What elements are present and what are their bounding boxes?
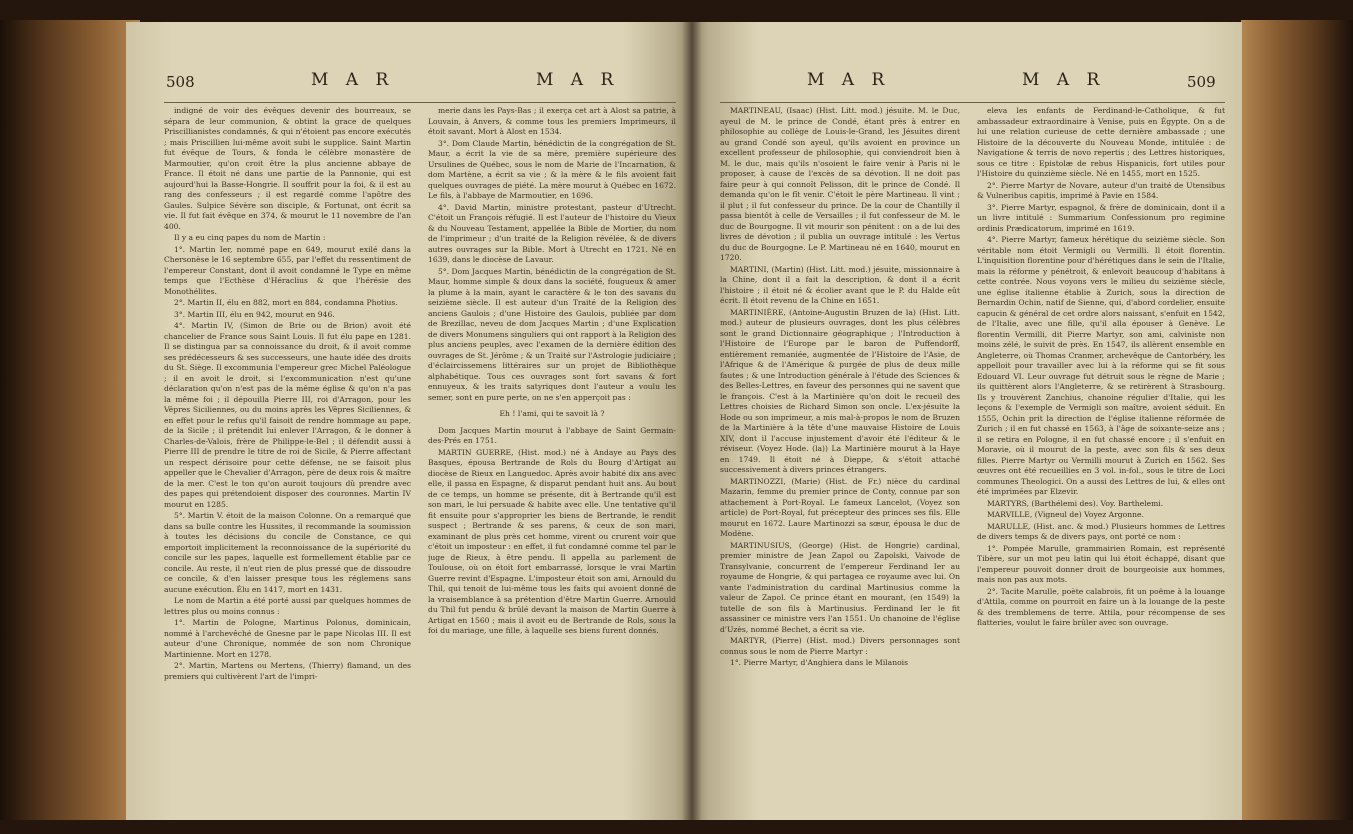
- paragraph: 2°. Pierre Martyr de Novare, auteur d'un traité de Utensibus & Vulneribus capitis, imprimé à Pavie en 1584.: [977, 180, 1225, 200]
- paragraph: MARVILLE, (Vigneul de) Voyez Argonne.: [987, 510, 1144, 519]
- left-page: [126, 22, 692, 820]
- paragraph: 5°. Dom Jacques Martin, bénédictin de la congrégation de St. Maur, homme simple & doux dans la société, fougueux & amer la plume à la main, ayant le caractère & le ton des savans du seizième siècle. Il est auteur d'un Traité de la Religion des anciens Gaulois ; d'une Histoire des Gaulois, publiée par dom de Brezillac, neveu de dom Jacques Martin ; d'une Explication de divers Monumens singuliers qui ont rapport à la Religion des plus anciens peuples, avec l'examen de la dernière édition des ouvrages de St. Jérôme ; & un Traité sur l'Astrologie judiciaire ; d'éclaircissemens littéraires sur un projet de Bibliothèque alphabétique. Tous ces ouvrages sont fort savans & fort ennuyeux, & les traits satyriques dont l'auteur a voulu les semer, sont en pure perte, on ne s'en apperçoit pas :: [428, 266, 676, 402]
- paragraph: MARULLE, (Hist. anc. & mod.) Plusieurs hommes de Lettres de divers temps & de divers pays, ont porté ce nom :: [977, 521, 1225, 541]
- paragraph: 2°. Tacite Marulle, poète calabrois, fit un poëme à la louange d'Attila, comme on pourroit en faire un à la louange de la peste & des tremblemens de terre. Attila, pour récompense de ses flatteries, voulut le faire brûler avec son ouvrage.: [977, 586, 1225, 627]
- paragraph: 1°. Martin de Pologne, Martinus Polonus, dominicain, nommé à l'archevêché de Gnesne par le pape Nicolas III. Il est auteur d'une Chronique, nommée de son nom Chronique Martinienne. Mort en 1278.: [164, 618, 411, 659]
- paragraph: 1°. Pompée Marulle, grammairien Romain, est représenté Tibère, sur un mot peu latin qui lui étoit échappé, disant que l'empereur pouvoit donner droit de bourgeoisie aux hommes, mais non pas aux mots.: [977, 543, 1225, 584]
- paragraph: Le nom de Martin a été porté aussi par quelques hommes de lettres plus ou moins connus :: [164, 596, 411, 616]
- header-rule: [720, 102, 1225, 103]
- paragraph: MARTYRS, (Barthélemi des). Voy. Barthelemi.: [987, 498, 1164, 508]
- paragraph: 4°. Pierre Martyr, fameux hérétique du seizième siècle. Son véritable nom étoit Vermigli ou Vermilli. Il étoit florentin. L'inquisition florentine pour d'hérétiques dans le sein de l'Italie, mais la réforme y pénétroit, & enlevoit beaucoup d'habitans à cette contrée. Nous voyons vers le milieu du seizième siècle, une église italienne établie à Zurich, sous la direction de Bernardin Ochin, natif de Sienne, qui, d'abord cordelier, ensuite capucin & général de cet ordre alors naissant, s'enfuit en 1542, de l'Italie, avec une fille, qu'il alla épouser à Genève. Le florentin Vermilli, dit Pierre Martyr, son ami, calviniste non moins zélé, le suivit de près. En 1547, ils allèrent ensemble en Angleterre, où Thomas Cranmer, archevêque de Cantorbéry, les appelloit pour travailler avec lui à la réforme qui se fit sous Edouard VI. Leur ouvrage fut détruit sous le règne de Marie ; ils quittèrent alors l'Angleterre, & se retirèrent à Strasbourg. Ils y trouvèrent Zanchius, chanoine régulier d'Italie, qui les leçons & l'exemple de Vermigli son maître, avoient séduit. En 1555, Ochin prit la direction de l'église italienne réformée de Zurich ; il en fut chassé en 1563, à l'âge de soixante-seize ans ; il se retira en Pologne, il en fut chassé encore ; il s'enfuit en Moravie, où il mourut de la peste, avec son fils & ses deux filles. Pierre Martyr ou Vermilli mourut à Zurich en 1562. Ses œuvres ont été recueillies en 3 vol. in-fol., sous le titre de Loci communes Theologici. On a aussi des Lettres de lui, & elles ont été imprimées par Elzevir.: [977, 235, 1225, 496]
- running-head: M A R: [807, 70, 891, 90]
- paragraph: MARTIN GUERRE, (Hist. mod.) né à Andaye au Pays des Basques, épousa Bertrande de Rols du Bourg d'Artigat au diocèse de Rieux en Languedoc. Après avoir habité dix ans avec elle, il passa en Espagne, & disparut pendant huit ans. Au bout de ce temps, un homme se présente, dit à Bertrande qu'il est son mari, le lui persuade & habite avec elle. Une tentative qu'il fit ensuite pour s'approprier les biens de Bertrande, le rendit suspect ; Bertrande & ses parens, & ceux de son mari, examinant de plus près cet homme, virent ou crurent voir que c'étoit un imposteur : en effet, il fut condamné comme tel par le juge de Rieux, à être pendu. Il appella au parlement de Toulouse, où on étoit fort embarrassé, lorsque le vrai Martin Guerre revint d'Espagne. L'imposteur étoit son ami, Arnould du Thil, qui tenoit de lui-même tous les faits qui avoient donné de la vraisemblance à sa prétention d'être Martin Guerre. Arnould du Thil fut pendu & brûlé devant la maison de Martin Guerre à Artigat en 1560 ; mais il avoit eu de Bertrande de Rols, sous la foi du mariage, une fille, à laquelle ses biens furent donnés.: [428, 447, 676, 635]
- running-head: M A R: [311, 70, 395, 90]
- book-edge-left: [0, 20, 140, 820]
- paragraph: 2°. Martin, Martens ou Mertens, (Thierry) flamand, un des premiers qui cultivèrent l'art de l'impri-: [164, 661, 411, 681]
- paragraph: 4°. Martin IV, (Simon de Brie ou de Brion) avoit été chancelier de France sous Saint Louis. Il fut élu pape en 1281. Il se distingua par sa connoissance du droit, & il avoit comme ses prédécesseurs & ses successeurs, une haute idée des droits du St. Siège. Il excommunia l'empereur grec Michel Paléologue ; il en avoit le droit, si l'excommunication n'est qu'une déclaration qu'on n'est pas de la même église & qu'on n'a pas la même foi ; il dépouilla Pierre III, roi d'Arragon, pour les Vêpres Siciliennes, ou du moins après les Vêpres Siciliennes, & en effet pour le refus qu'il faisoit de rendre hommage au pape, de la Sicile ; il prétendit lui enlever l'Arragon, & le donner à Charles-de-Valois, frère de Philippe-le-Bel ; il défendit aussi à Pierre III de prendre le titre de roi de Sicile, & Pierre affectant un respect dérisoire pour cette défense, ne se faisoit plus appeller que le Chevalier d'Arragon, père de deux rois & maître de la mer. C'est le ton qu'on auroit toujours dû prendre avec des papes qui prétendoient disposer des couronnes. Martin IV mourut en 1285.: [164, 321, 411, 509]
- paragraph: MARTINEAU, (Isaac) (Hist. Litt. mod.) jésuite. M. le Duc, ayeul de M. le prince de Condé, étant près à entrer en philosophie au collège de Louis-le-Grand, les Jésuites dirent au grand Condé son ayeul, qu'ils avoient en province un excellent professeur de philosophie, qui conviendroit bien à M. le duc, mais qu'ils n'osoient le faire venir à Paris ni le proposer, à cause de l'excès de sa dévotion. Il ne doit pas faire peur à qui connoît Pelisson, dit le prince de Condé. Il demanda qu'on le fît venir. C'étoit le père Martineau. Il vint ; il plut ; il fut confesseur du prince. De la cour de Chantilly il passa bientôt à celle de Versailles ; il fut confesseur de M. le duc de Bourgogne. Il vit mourir son pénitent : on a de lui des livres de dévotion ; il publia un ouvrage intitulé : les Vertus du duc de Bourgogne. Le P. Martineau né en 1640, mourut en 1720.: [720, 106, 960, 262]
- right-page: [692, 22, 1242, 820]
- paragraph: Dom Jacques Martin mourut à l'abbaye de Saint Germain-des-Prés en 1751.: [428, 425, 676, 445]
- paragraph: eleva les enfants de Ferdinand-le-Catholique, & fut ambassadeur extraordinaire à Venise, puis en Égypte. On a de lui une relation curieuse de cette dernière ambassade ; une Histoire de la découverte du Nouveau Monde, intitulée : de Navigatione & terris de novo repertis ; des Lettres historiques, sous ce titre : Epistolæ de rebus Hispanicis, fort utiles pour l'Histoire du quinzième siècle. Né en 1455, mort en 1525.: [977, 106, 1225, 178]
- paragraph: 5°. Martin V. étoit de la maison Colonne. On a remarqué que dans sa bulle contre les Hussites, il recommande la soumission à toutes les décisions du concile de Constance, ce qui emportoit implicitement la reconnoissance de la supériorité du concile sur les papes, laquelle est formellement établie par ce concile. Au reste, il n'eut rien de plus pressé que de dissoudre ce concile, & d'en laisser presque tous les réglemens sans aucune exécution. Élu en 1417, mort en 1431.: [164, 511, 411, 594]
- left-page-column-1: [164, 106, 411, 796]
- page-number: 509: [1187, 73, 1216, 91]
- paragraph: MARTINI, (Martin) (Hist. Litt. mod.) jésuite, missionnaire à la Chine, dont il a fait la description, & dont il a écrit l'histoire ; il étoit né & écolier avant que le P. du Halde eût écrit. Il étoit revenu de la Chine en 1651.: [720, 264, 960, 305]
- left-page-header: [126, 70, 692, 100]
- paragraph: Il y a eu cinq papes du nom de Martin :: [174, 233, 326, 242]
- left-page-column-2: [428, 106, 676, 796]
- paragraph: 1°. Martin Ier, nommé pape en 649, mourut exilé dans la Chersonèse le 16 septembre 655, par l'effet du ressentiment de l'empereur Constant, dont il avoit condamné le Type en même temps que l'Ecthèse d'Héraclius & que l'hérésie des Monothélites.: [164, 244, 411, 296]
- paragraph: MARTYR, (Pierre) (Hist. mod.) Divers personnages sont connus sous le nom de Pierre Martyr :: [720, 636, 960, 656]
- right-page-header: [692, 70, 1242, 100]
- running-head: M A R: [1022, 70, 1106, 90]
- paragraph: MARTINIÈRE, (Antoine-Augustin Bruzen de la) (Hist. Litt. mod.) auteur de plusieurs ouvrages, dont les plus célèbres sont le grand Dictionnaire géographique ; l'Introduction à l'Histoire de l'Europe par le baron de Puffendorff, entièrement remaniée, augmentée de l'Histoire de l'Asie, de l'Afrique & de l'Amérique & purgée de plus de deux mille fautes ; & une Introduction générale à l'étude des Sciences & des Belles-Lettres, en faveur des personnes qui ne savent que le françois. C'est à la Martinière qu'on doit le recueil des Lettres choisies de Richard Simon son oncle. L'ex-jésuite la Hode ou son imprimeur, a mis mal-à-propos le nom de Bruzen de la Martinière à la tête d'une mauvaise Histoire de Louis XIV, dont il l'accuse injustement d'avoir été l'éditeur & le réviseur. (Voyez Hode. (la)) La Martinière mourut à la Haye en 1749. Il étoit né à Dieppe, & s'étoit attaché successivement à divers princes étrangers.: [720, 307, 960, 474]
- right-page-column-1: [720, 106, 960, 796]
- paragraph: 2°. Martin II, élu en 882, mort en 884, condamna Photius.: [174, 298, 398, 307]
- header-rule: [164, 102, 676, 103]
- verse-quote: Eh ! l'ami, qui te savoit là ?: [499, 409, 605, 418]
- paragraph: 3°. Martin III, élu en 942, mourut en 946.: [174, 309, 335, 319]
- paragraph: MARTINUSIUS, (George) (Hist. de Hongrie) cardinal, premier ministre de Jean Zapol ou Zapolski, Vaivode de Transylvanie, concurrent de l'empereur Ferdinand Ier au royaume de Hongrie, & qui partagea ce royaume avec lui. On vante l'administration du cardinal Martinusius comme la valeur de Zapol. Ce prince étant en mourant, (en 1549) la tutelle de son fils à Martinusius. Ferdinand Ier le fit assassiner ce ministre vers l'an 1551. Un chanoine de l'église d'Uzès, nommé Bechet, a écrit sa vie.: [720, 540, 960, 634]
- book-edge-right: [1241, 20, 1353, 820]
- paragraph: 1°. Pierre Martyr, d'Anghiera dans le Milanois: [730, 658, 908, 667]
- paragraph: MARTINOZZI, (Marie) (Hist. de Fr.) nièce du cardinal Mazarin, femme du premier prince de Conty, connue par son attachement à Port-Royal. Le fameux Lancelot, (Voyez son article) de Port-Royal, fut précepteur des princes ses fils. Elle mourut en 1672. Laure Martinozzi sa sœur, épousa le duc de Modène.: [720, 476, 960, 538]
- book-gutter: [682, 22, 702, 820]
- paragraph: indigné de voir des évêques devenir des bourreaux, se sépara de leur communion, & obtint la grace de quelques Priscillianistes condamnés, & qui n'étoient pas encore exécutés ; mais Priscillien lui-même avoit subi le supplice. Saint Martin fut évêque de Tours, & fonda le célèbre monastère de Marmoutier, qu'on croit être la plus ancienne abbaye de France. Il étoit né dans une partie de la Pannonie, qui est aujourd'hui la Basse-Hongrie. Il souffrit pour la foi, & il est au rang des confesseurs ; il est regardé comme l'apôtre des Gaules. Sulpice Sévère son disciple, & Fortunat, ont écrit sa vie. Il fut fait évêque en 374, & mourut le 11 novembre de l'an 400.: [164, 106, 411, 231]
- running-head: M A R: [536, 70, 620, 90]
- page-number: 508: [166, 73, 195, 91]
- paragraph: merie dans les Pays-Bas ; il exerça cet art à Alost sa patrie, à Louvain, à Anvers, & comme tous les premiers Imprimeurs, il étoit savant. Mort à Alost en 1534.: [428, 106, 676, 136]
- paragraph: 4°. David Martin, ministre protestant, pasteur d'Utrecht. C'étoit un François réfugié. Il est l'auteur de l'histoire du Vieux & du Nouveau Testament, appellée la Bible de Mortier, du nom de l'imprimeur ; d'un traité de la Religion révélée, & de divers autres ouvrages sur la Bible. Mort à Utrecht en 1721. Né en 1639, dans le diocèse de Lavaur.: [428, 202, 676, 264]
- right-page-column-2: [977, 106, 1225, 796]
- paragraph: 3°. Pierre Martyr, espagnol, & frère de dominicain, dont il a un livre intitulé : Summarium Confessionum pro regimine ordinis Prædicatorum, imprimé en 1619.: [977, 202, 1225, 233]
- paragraph: 3°. Dom Claude Martin, bénédictin de la congrégation de St. Maur, a écrit la vie de sa mère, première supérieure des Ursulines de Québec, sous le nom de Marie de l'Incarnation, & dom Martène, a écrit sa vie ; & la mère & le fils avoient fait quelques ouvrages de piété. La mère mourut à Québec en 1672. Le fils, à l'abbaye de Marmoutier, en 1696.: [428, 138, 676, 200]
